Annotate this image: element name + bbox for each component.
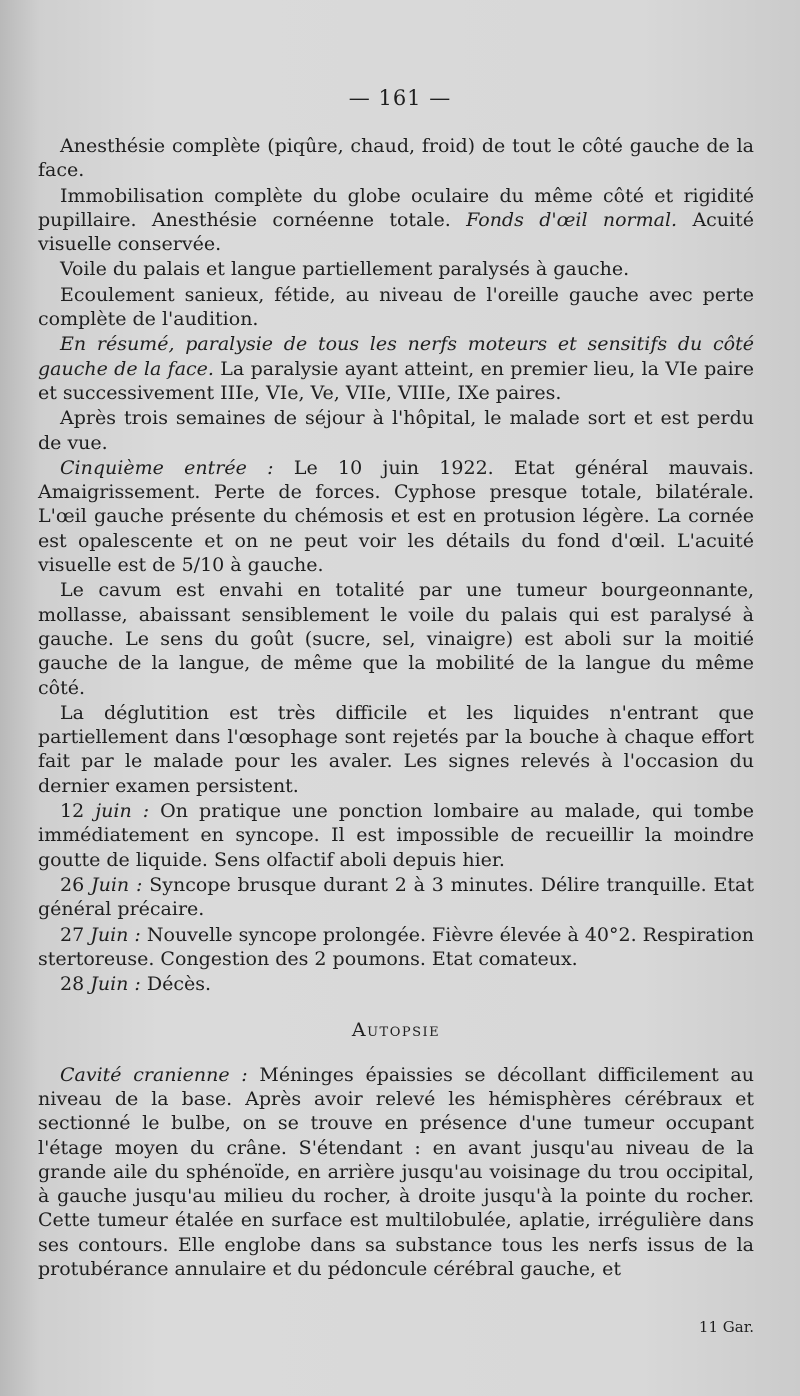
- paragraph-text-after: Syncope brusque durant 2 à 3 minutes. Délire tranquille. Etat général précaire.: [38, 873, 754, 921]
- section-heading: Autopsie: [351, 1019, 441, 1042]
- paragraph: [38, 134, 754, 183]
- paragraph-italic: Juin :: [90, 923, 141, 946]
- paragraph-text-after: Méninges épaissies se décollant difficilement au niveau de la base. Après avoir relevé les hémisphères cérébraux et sectionné le bulbe, on se trouve en présence d'une tumeur occupant l'étage moyen du crâne. S'étendant : en avant jusqu'au niveau de la grande aile du sphénoïde, en arrière jusqu'au voisinage du trou occipital, à gauche jusqu'au milieu du rocher, à droite jusqu'à la pointe du rocher. Cette tumeur étalée en surface est multilobulée, aplatie, irrégulière dans ses contours. Elle englobe dans sa substance tous les nerfs issus de la protubérance annulaire et du pédoncule cérébral gauche, et: [38, 1063, 754, 1281]
- paragraph: [38, 799, 754, 872]
- paragraph-text: 12: [60, 800, 96, 823]
- paragraph-text: 27: [60, 923, 91, 946]
- paragraph-italic: Fonds d'œil normal.: [466, 208, 678, 231]
- paragraph-italic: En résumé, paralysie de tous les nerfs moteurs et sensitifs du côté gauche de la face.: [38, 333, 754, 380]
- paragraph-text-after: La paralysie ayant atteint, en premier lieu, la VIe paire et successivement IIIe, VIe, Ve, VIIe, VIIIe, IXe paires.: [38, 357, 754, 404]
- body-text: [38, 134, 754, 1281]
- paragraph-text: Anesthésie complète (piqûre, chaud, froid) de tout le côté gauche de la face.: [38, 135, 754, 182]
- paragraph: [38, 578, 754, 699]
- paragraph: [38, 1063, 754, 1282]
- paragraph-text: Après trois semaines de séjour à l'hôpital, le malade sort et est perdu de vue.: [38, 407, 754, 454]
- paragraph: [38, 873, 754, 922]
- paragraph: [38, 923, 754, 972]
- paragraph-italic: Cavité cranienne :: [60, 1063, 248, 1086]
- paragraph-italic: Cinquième entrée :: [60, 456, 274, 479]
- paragraphs-top: [38, 134, 754, 996]
- page-number: — 161 —: [348, 86, 452, 110]
- paragraph-text-after: Nouvelle syncope prolongée. Fièvre élevée à 40°2. Respiration stertoreuse. Congestion des 2 poumons. Etat comateux.: [38, 923, 755, 970]
- paragraphs-bottom: [38, 1063, 754, 1282]
- paragraph-text: 28: [60, 973, 91, 996]
- paragraph: [38, 406, 754, 455]
- paragraph-text: La déglutition est très difficile et les liquides n'entrant que partiellement dans l'œsophage sont rejetés par la bouche à chaque effort fait par le malade pour les avaler. Les signes relevés à l'occasion du dernier examen persistent.: [38, 701, 754, 797]
- paragraph: [38, 701, 754, 798]
- paragraph-italic: Juin :: [91, 873, 143, 896]
- paragraph-text-after: Le 10 juin 1922. Etat général mauvais. Amaigrissement. Perte de forces. Cyphose presque totale, bilatérale. L'œil gauche présente du chémosis et est en protusion légère. La cornée est opalescente et on ne peut voir les détails du fond d'œil. L'acuité visuelle est de 5/10 à gauche.: [38, 456, 754, 577]
- paragraph-italic: juin :: [95, 800, 150, 823]
- paragraph: [38, 283, 754, 332]
- paragraph-text: Immobilisation complète du globe oculaire du même côté et rigidité pupillaire. Anesthésie cornéenne totale.: [38, 184, 754, 231]
- paragraph: [38, 257, 754, 281]
- signature-mark: 11 Gar.: [698, 1318, 754, 1336]
- paragraph-text-after: On pratique une ponction lombaire au malade, qui tombe immédiatement en syncope. Il est impossible de recueillir la moindre goutte de liquide. Sens olfactif aboli depuis hier.: [38, 800, 755, 871]
- paragraph: [38, 332, 754, 405]
- paragraph-text: Le cavum est envahi en totalité par une tumeur bourgeonnante, mollasse, abaissant sensiblement le voile du palais qui est paralysé à gauche. Le sens du goût (sucre, sel, vinaigre) est aboli sur la moitié gauche de la langue, de même que la mobilité de la langue du même côté.: [38, 579, 754, 699]
- paragraph-text: Ecoulement sanieux, fétide, au niveau de l'oreille gauche avec perte complète de l'audition.: [38, 283, 754, 331]
- paragraph: [38, 456, 754, 577]
- paragraph-text-after: Acuité visuelle conservée.: [38, 208, 754, 256]
- paragraph-text-after: Décès.: [140, 973, 212, 996]
- paragraph-italic: Juin :: [90, 973, 141, 996]
- paragraph-text: Voile du palais et langue partiellement paralysés à gauche.: [60, 258, 630, 281]
- paragraph-text: 26: [60, 873, 91, 896]
- paragraph: [38, 972, 754, 996]
- paragraph: [38, 184, 754, 257]
